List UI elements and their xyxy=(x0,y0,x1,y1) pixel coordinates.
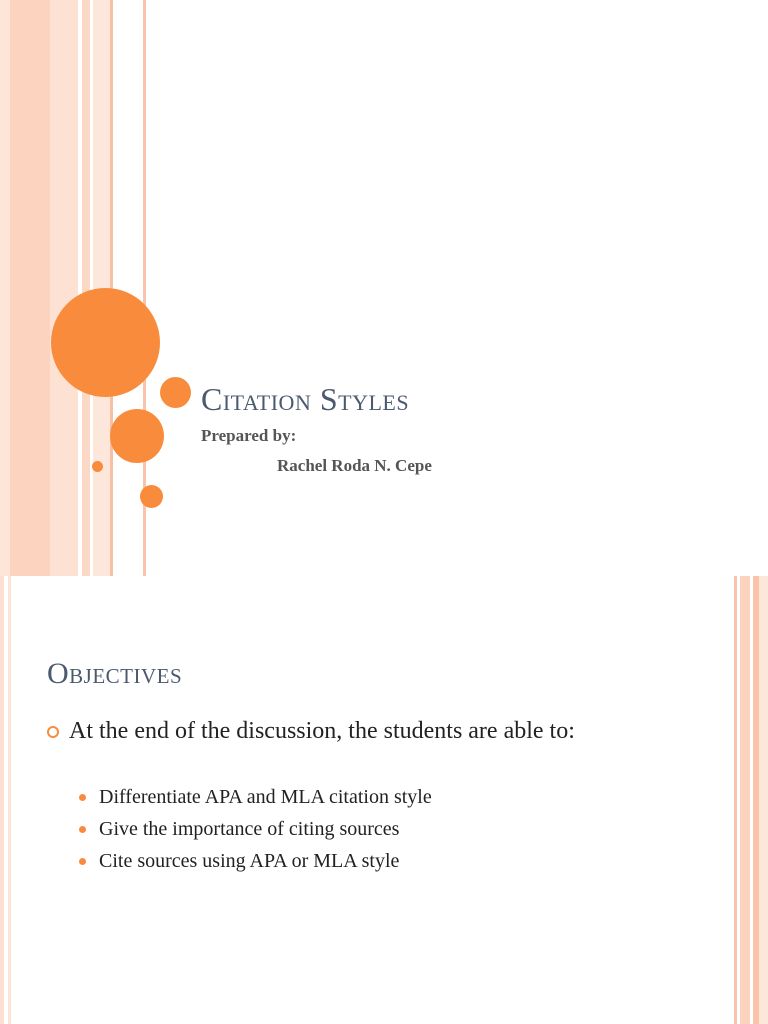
dot-bullet-icon xyxy=(79,858,86,865)
decor-stripe xyxy=(0,0,10,576)
list-item xyxy=(79,847,432,879)
decor-stripe xyxy=(10,0,50,576)
decor-circle xyxy=(92,461,103,472)
decor-circle xyxy=(140,485,163,508)
author-name: Rachel Roda N. Cepe xyxy=(277,456,432,475)
decor-stripe xyxy=(8,576,11,1024)
list-item-text: Cite sources using APA or MLA style xyxy=(99,850,400,872)
main-bullet-text: At the end of the discussion, the students are able to: xyxy=(69,718,575,744)
slide-title: Citation Styles xyxy=(201,381,410,417)
decor-stripe xyxy=(740,576,750,1024)
decor-stripe xyxy=(82,0,90,576)
list-item xyxy=(79,815,432,847)
decor-circle xyxy=(160,377,191,408)
main-bullet xyxy=(47,716,647,747)
circle-bullet-icon xyxy=(47,726,59,738)
dot-bullet-icon xyxy=(79,794,86,801)
list-item-text: Differentiate APA and MLA citation style xyxy=(99,786,432,808)
sub-bullet-list xyxy=(79,783,432,879)
decor-circle xyxy=(110,409,164,463)
dot-bullet-icon xyxy=(79,826,86,833)
decor-circle xyxy=(51,288,160,397)
objectives-slide xyxy=(0,576,768,1024)
decor-stripe xyxy=(50,0,78,576)
prepared-by-label: Prepared by: xyxy=(201,426,297,445)
list-item-text: Give the importance of citing sources xyxy=(99,818,400,840)
list-item xyxy=(79,783,432,815)
slide-title: Objectives xyxy=(47,657,183,690)
decor-stripe xyxy=(759,576,768,1024)
